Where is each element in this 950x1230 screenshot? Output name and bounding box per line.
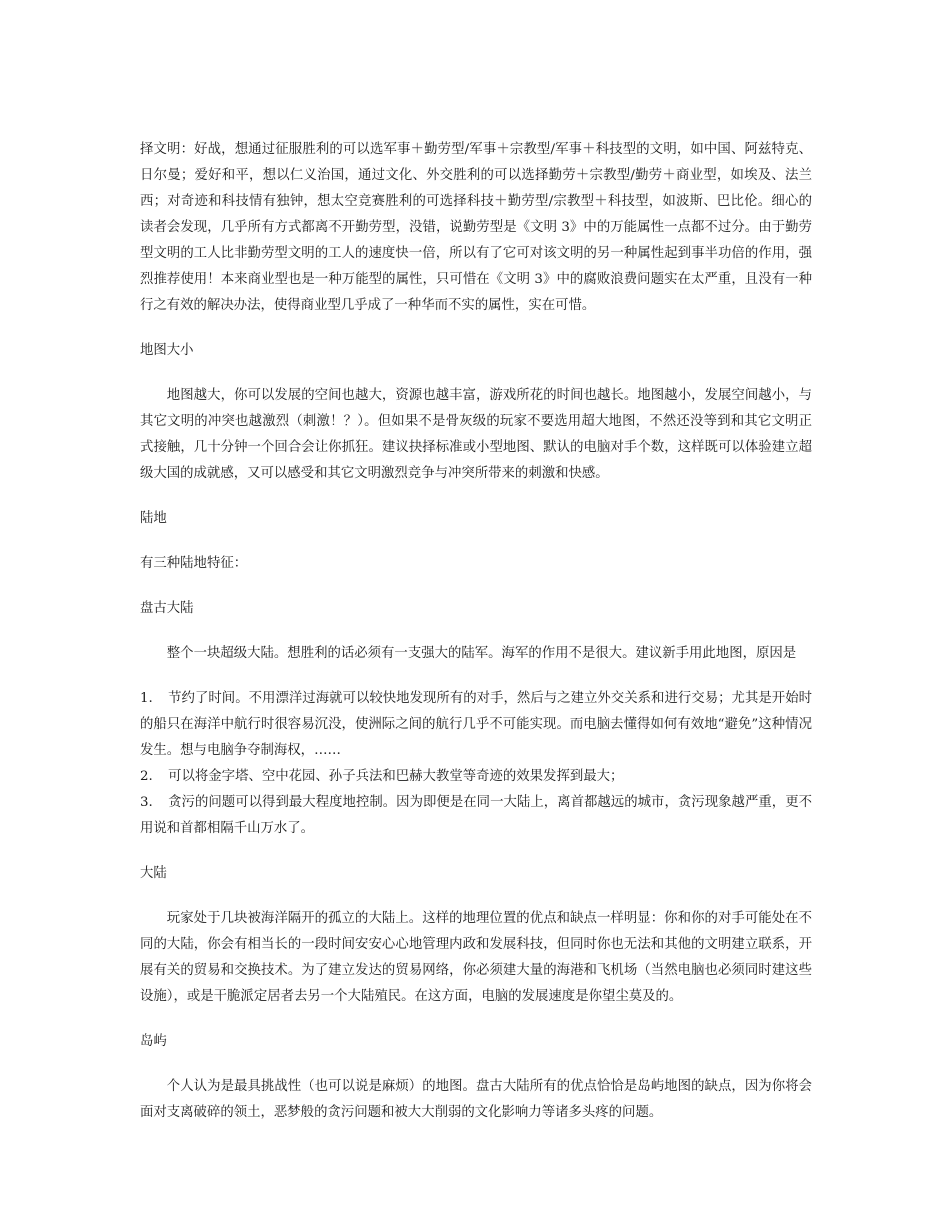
section-heading-land: 陆地 <box>140 511 167 526</box>
pangaea-paragraph: 整个一块超级大陆。想胜利的话必须有一支强大的陆军。海军的作用不是很大。建议新手用此地图，原因是 <box>166 646 797 661</box>
section-heading-islands: 岛屿 <box>140 1034 167 1049</box>
list-item <box>140 686 812 764</box>
list-item <box>140 764 812 790</box>
land-subheading: 有三种陆地特征： <box>140 556 248 571</box>
intro-paragraph: 择文明：好战，想通过征服胜利的可以选军事＋勤劳型/军事＋宗教型/军事＋科技型的文明，如中国、阿兹特克、日尔曼；爱好和平，想以仁义治国，通过文化、外交胜利的可以选择勤劳＋宗教型/勤劳＋商业型，如埃及、法兰西；对奇迹和科技情有独钟，想太空竞赛胜利的可选择科技＋勤劳型/宗教型＋科技型，如波斯、巴比伦。细心的读者会发现，几乎所有方式都离不开勤劳型，没错，说勤劳型是《文明 3》中的万能属性一点都不过分。由于勤劳型文明的工人比非勤劳型文明的工人的速度快一倍，所以有了它可对该文明的另一种属性起到事半功倍的作用，强烈推荐使用！本来商业型也是一种万能型的属性，只可惜在《文明 3》中的腐败浪费问题实在太严重，且没有一种行之有效的解决办法，使得商业型几乎成了一种华而不实的属性，实在可惜。 <box>140 142 812 313</box>
continents-paragraph: 玩家处于几块被海洋隔开的孤立的大陆上。这样的地理位置的优点和缺点一样明显：你和你的对手可能处在不同的大陆，你会有相当长的一段时间安安心心地管理内政和发展科技，但同时你也无法和其他的文明建立联系，开展有关的贸易和交换技术。为了建立发达的贸易网络，你必须建大量的海港和飞机场（当然电脑也必须同时建这些设施），或是干脆派定居者去另一个大陆殖民。在这方面，电脑的发展速度是你望尘莫及的。 <box>140 911 812 1004</box>
list-item <box>140 790 812 842</box>
list-item-number: 2. <box>140 769 153 784</box>
document-page <box>140 137 812 1126</box>
list-item-number: 3. <box>140 795 153 810</box>
list-item-text: 节约了时间。不用漂洋过海就可以较快地发现所有的对手，然后与之建立外交关系和进行交易；尤其是开始时的船只在海洋中航行时很容易沉没，使洲际之间的航行几乎不可能实现。而电脑去懂得如何有效地“避免”这种情况发生。想与电脑争夺制海权，…… <box>140 691 812 758</box>
pangaea-reasons-list <box>140 686 812 842</box>
list-item-number: 1. <box>140 691 153 706</box>
section-heading-continents: 大陆 <box>140 866 167 881</box>
section-heading-pangaea: 盘古大陆 <box>140 601 194 616</box>
section-heading-map-size: 地图大小 <box>140 343 194 358</box>
list-item-text: 可以将金字塔、空中花园、孙子兵法和巴赫大教堂等奇迹的效果发挥到最大； <box>168 769 624 784</box>
map-size-paragraph: 地图越大，你可以发展的空间也越大，资源也越丰富，游戏所花的时间也越长。地图越小，发展空间越小，与其它文明的冲突也越激烈（刺激！？）。但如果不是骨灰级的玩家不要选用超大地图，不然还没等到和其它文明正式接触，几十分钟一个回合会让你抓狂。建议抉择标准或小型地图、默认的电脑对手个数，这样既可以体验建立超级大国的成就感，又可以感受和其它文明激烈竞争与冲突所带来的刺激和快感。 <box>140 388 812 481</box>
islands-paragraph: 个人认为是最具挑战性（也可以说是麻烦）的地图。盘古大陆所有的优点恰恰是岛屿地图的缺点，因为你将会面对支离破碎的领土，恶梦般的贪污问题和被大大削弱的文化影响力等诸多头疼的问题。 <box>140 1079 812 1120</box>
list-item-text: 贪污的问题可以得到最大程度地控制。因为即便是在同一大陆上，离首都越远的城市，贪污现象越严重，更不用说和首都相隔千山万水了。 <box>140 795 812 836</box>
